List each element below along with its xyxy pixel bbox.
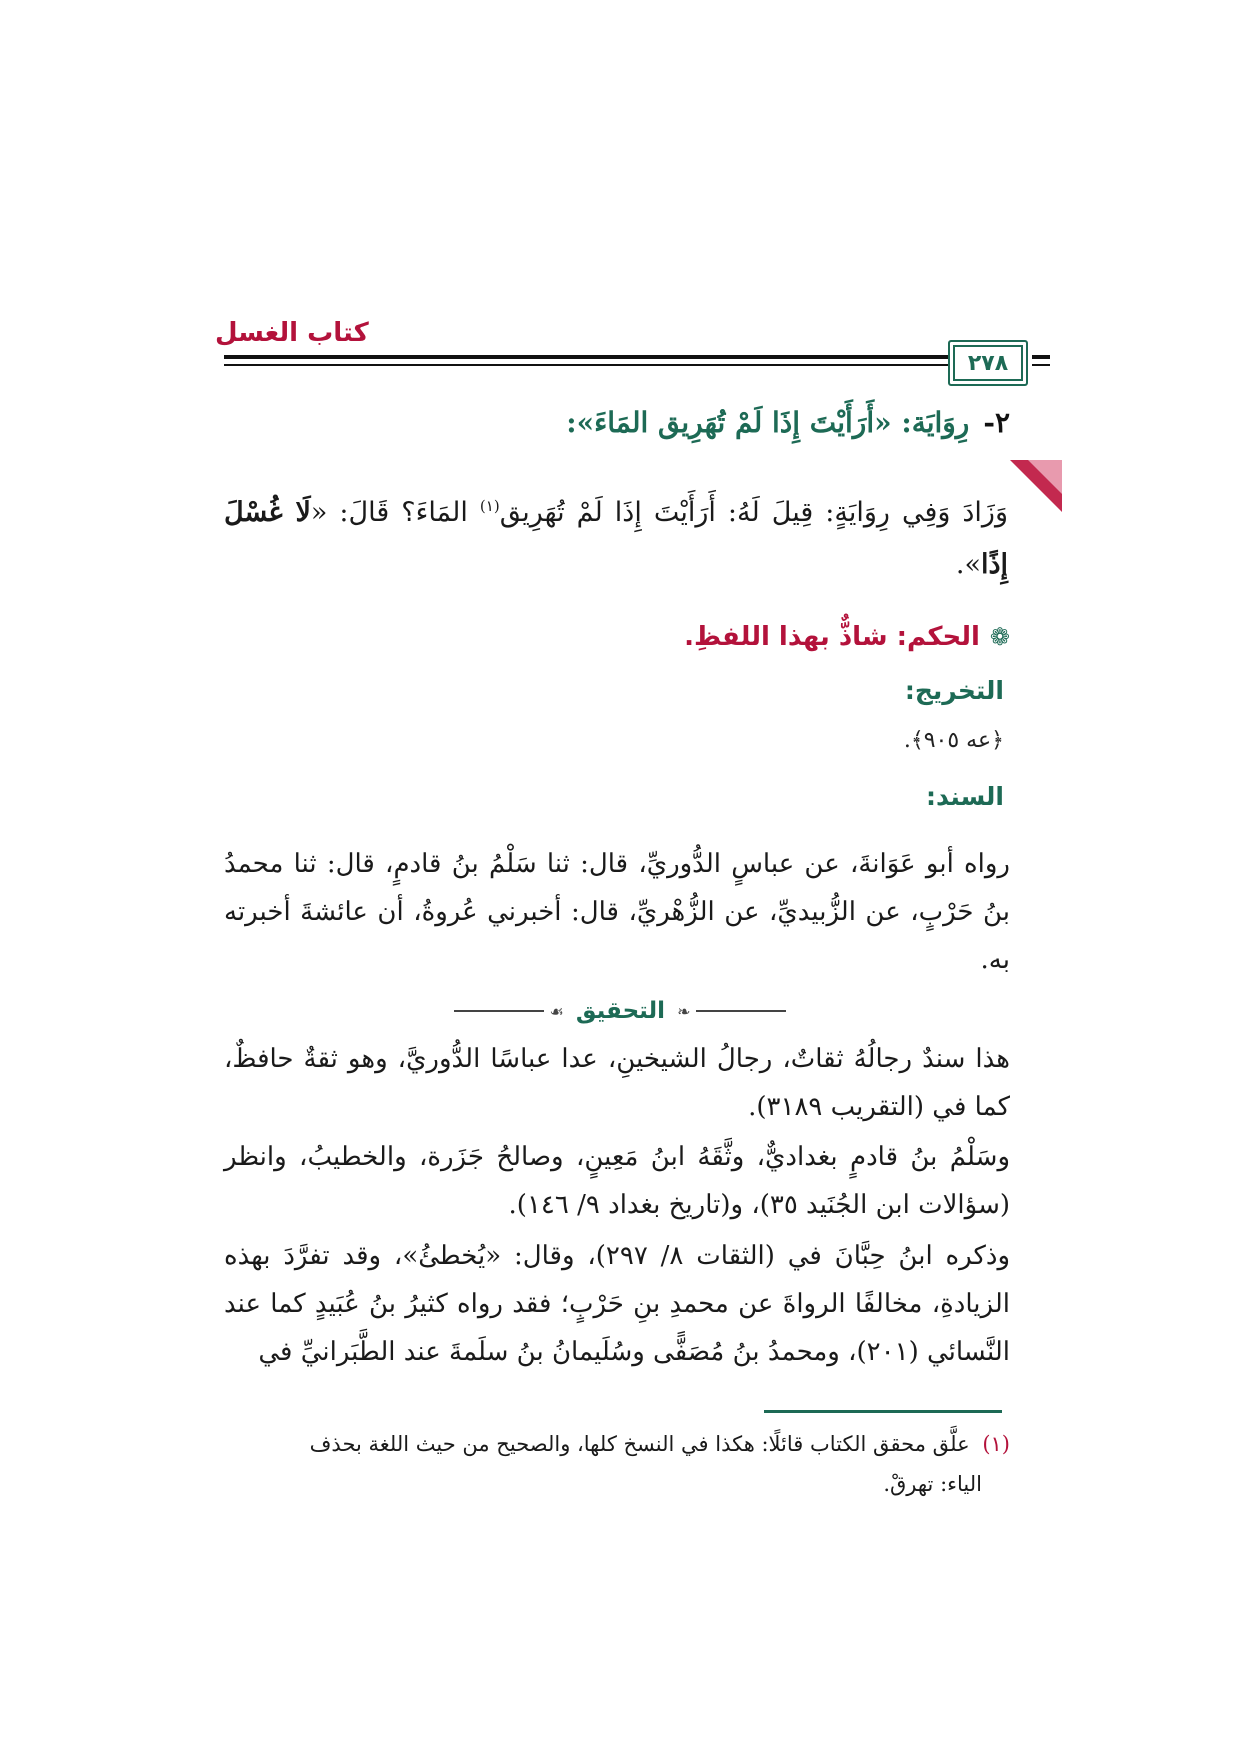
ornament-icon: ❧ [677, 1001, 691, 1021]
footnote [232, 1424, 1010, 1504]
corner-ribbon-inner-icon [1028, 460, 1062, 494]
divider-line [454, 1010, 544, 1012]
footnote-number: (١) [982, 1432, 1010, 1456]
tahqiq-paragraph-2: وسَلْمُ بنُ قادمٍ بغداديٌّ، وثَّقَهُ ابنُ مَعِينٍ، وصالحُ جَزَرة، والخطيبُ، وانظر (سؤالات ابن الجُنَيد ٣٥)، و(تاريخ بغداد ٩/ ١٤٦). [224, 1142, 1010, 1220]
reference-code: ﴿عه ٩٠٥﴾. [903, 728, 1004, 753]
footnote-separator [764, 1410, 1002, 1413]
ornament-icon: ☙ [549, 1001, 564, 1021]
divider-line [696, 1010, 786, 1012]
footnote-text-continued: الياء: تهرقْ. [883, 1472, 982, 1496]
section-title: رِوَايَة: «أَرَأَيْتَ إِذَا لَمْ تُهَرِيق المَاءَ»: [566, 406, 970, 439]
header-rule-thin [224, 364, 996, 366]
ruling-line [224, 622, 1010, 652]
footnote-marker[interactable]: (١) [479, 497, 500, 515]
hadith-bold-text: لَا غُسْلَ إِذًا [224, 497, 1008, 580]
header-rule-thick [224, 355, 996, 359]
header-rule-right-thin [1032, 364, 1050, 366]
hadith-text-part: المَاءَ؟ قَالَ: « [310, 497, 480, 528]
flower-ornament-icon: ❁ [989, 623, 1010, 651]
ruling-value: شاذٌّ بهذا اللفظِ. [684, 622, 897, 652]
tahqiq-divider [420, 996, 820, 1026]
hadith-text [224, 480, 1008, 591]
section-heading [224, 406, 1010, 439]
sanad-heading: السند: [925, 782, 1004, 811]
sanad-paragraph: رواه أبو عَوَانةَ، عن عباسٍ الدُّوريِّ، قال: ثنا سَلْمُ بنُ قادمٍ، قال: ثنا محمدُ بنُ حَرْبٍ، عن الزُّبيديِّ، عن الزُّهْريِّ، قال: أخبرني عُروةُ، أن عائشةَ أخبرته به. [224, 849, 1010, 975]
running-title: كتاب الغسل [215, 318, 369, 348]
ruling-label: الحكم: [896, 622, 980, 652]
hadith-text-part: وَزَادَ وَفِي رِوَايَةٍ: قِيلَ لَهُ: أَرَأَيْتَ إِذَا لَمْ تُهَرِيق [499, 497, 1009, 528]
tahqiq-heading: التحقيق [575, 998, 666, 1024]
tahqiq-paragraph-1: هذا سندٌ رجالُهُ ثقاتٌ، رجالُ الشيخينِ، عدا عباسًا الدُّوريَّ، وهو ثقةٌ حافظٌ، كما في (التقريب ٣١٨٩). [224, 1044, 1010, 1122]
takhrij-heading: التخريج: [904, 676, 1004, 705]
tahqiq-paragraph-3: وذكره ابنُ حِبَّانَ في (الثقات ٨/ ٢٩٧)، وقال: «يُخطئُ»، وقد تفرَّدَ بهذه الزيادةِ، مخالفًا الرواةَ عن محمدِ بنِ حَرْبٍ؛ فقد رواه كثيرُ بنُ عُبَيدٍ كما عند النَّسائي (٢٠١)، ومحمدُ بنُ مُصَفًّى وسُلَيمانُ بنُ سلَمةَ عند الطَّبَرانيِّ في [224, 1241, 1010, 1367]
page-number: ٢٧٨ [948, 340, 1028, 386]
hadith-text-end: ». [955, 549, 981, 580]
footnote-text: علَّق محقق الكتاب قائلًا: هكذا في النسخ كلها، والصحيح من حيث اللغة بحذف [309, 1432, 977, 1456]
header-rule-right-thick [1032, 355, 1050, 359]
section-number: ٢- [983, 406, 1010, 439]
